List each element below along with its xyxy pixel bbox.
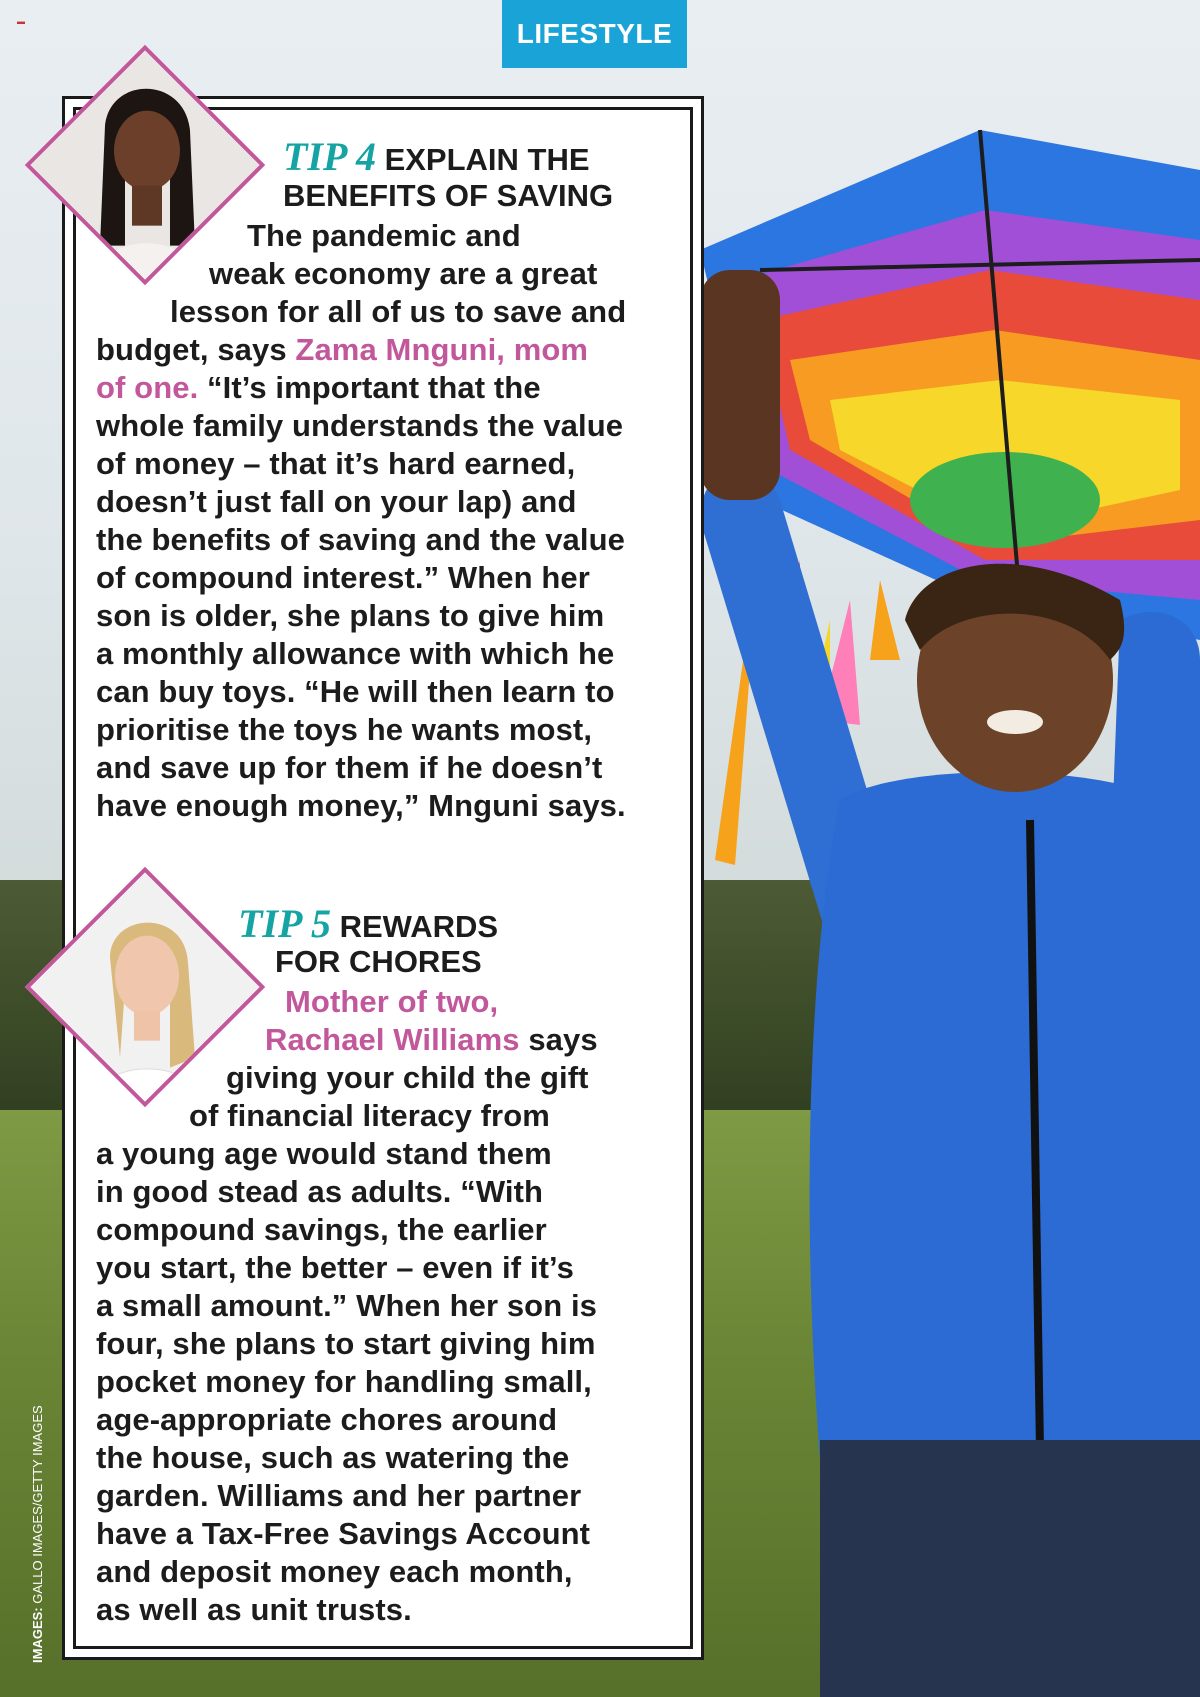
tip5-line: four, she plans to start giving him (96, 1326, 596, 1361)
tip4-line: weak economy are a great (209, 256, 598, 291)
tip4-number: TIP 4 (283, 134, 376, 179)
tip5-line: the house, such as watering the (96, 1440, 570, 1475)
tip4-line: the benefits of saving and the value (96, 522, 625, 557)
image-credit-label: IMAGES: (30, 1607, 45, 1663)
tip5-heading-line2: FOR CHORES (275, 944, 482, 979)
tip5-line: compound savings, the earlier (96, 1212, 547, 1247)
quoted-name: Zama Mnguni, mom (295, 332, 589, 367)
tip5-line (285, 983, 498, 1021)
image-credit (30, 1405, 45, 1663)
tip4-line: of one. “It’s important that the (96, 370, 541, 405)
tip5-heading-line1: REWARDS (339, 909, 499, 944)
tip4-line: of compound interest.” When her (96, 560, 590, 595)
section-label: LIFESTYLE (502, 0, 687, 68)
tip4-line: doesn’t just fall on your lap) and (96, 484, 577, 519)
tip4-line: son is older, she plans to give him (96, 598, 605, 633)
tip5-line: pocket money for handling small, (96, 1364, 592, 1399)
tip4-line: budget, says Zama Mnguni, mom (96, 332, 589, 367)
tip5-line: age-appropriate chores around (96, 1402, 558, 1437)
tip5-line: you start, the better – even if it’s (96, 1250, 574, 1285)
tip5-number: TIP 5 (238, 901, 331, 946)
tip5-line: of financial literacy from (189, 1098, 550, 1133)
tip4-line: have enough money,” Mnguni says. (96, 788, 626, 823)
tip4-line: lesson for all of us to save and (170, 294, 627, 329)
tip4-heading (283, 133, 590, 180)
tip5-line: and deposit money each month, (96, 1554, 573, 1589)
quoted-name: of one. (96, 370, 199, 405)
tip5-line: garden. Williams and her partner (96, 1478, 582, 1513)
corner-flag-mark: ▬ (17, 17, 25, 26)
tip5-line: a young age would stand them (96, 1136, 552, 1171)
tip5-line: as well as unit trusts. (96, 1592, 412, 1627)
quoted-name: Mother of two, (285, 984, 499, 1019)
tip5-line: a small amount.” When her son is (96, 1288, 598, 1323)
tip4-line: can buy toys. “He will then learn to (96, 674, 615, 709)
image-credit-sources: GALLO IMAGES/GETTY IMAGES (30, 1405, 45, 1608)
tip4-line: of money – that it’s hard earned, (96, 446, 576, 481)
tip4-line: prioritise the toys he wants most, (96, 712, 593, 747)
tip4-heading-line2: BENEFITS OF SAVING (283, 178, 614, 213)
tip4-line: and save up for them if he doesn’t (96, 750, 603, 785)
tip4-line: a monthly allowance with which he (96, 636, 615, 671)
tip5-heading (238, 900, 498, 947)
tip4-line: whole family understands the value (96, 408, 624, 443)
tip5-line: giving your child the gift (226, 1060, 589, 1095)
tip4-line: The pandemic and (247, 218, 521, 253)
tip5-line: have a Tax-Free Savings Account (96, 1516, 591, 1551)
tip5-line: Rachael Williams says (265, 1022, 598, 1057)
quoted-name: Rachael Williams (265, 1022, 520, 1057)
tip4-heading-line1: EXPLAIN THE (384, 142, 590, 177)
tip5-line: in good stead as adults. “With (96, 1174, 544, 1209)
